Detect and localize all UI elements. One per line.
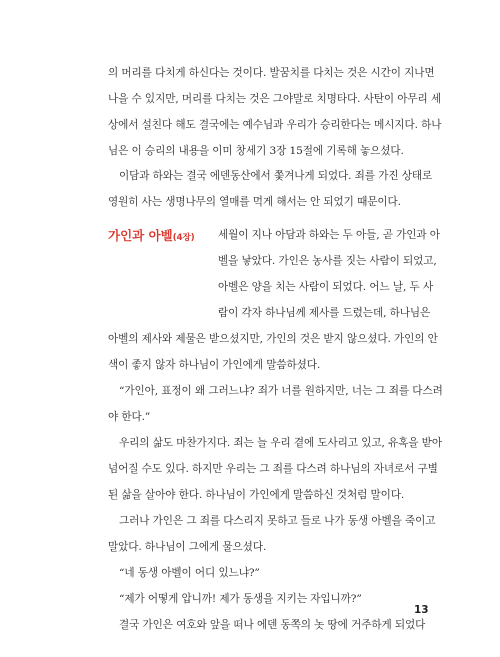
paragraph-2 (108, 163, 433, 215)
text-line: 야 한다.” (108, 411, 151, 423)
text-line: 결국 가인은 여호와 앞을 떠나 에덴 동쪽의 놋 땅에 거주하게 되었다 (119, 619, 426, 631)
text-line: 우리의 삶도 마찬가지다. 죄는 늘 우리 곁에 도사리고 있고, 유혹을 받아 (119, 437, 442, 449)
text-line: 넘어질 수도 있다. 하지만 우리는 그 죄를 다스려 하나님의 자녀로서 구별 (108, 463, 438, 475)
paragraph-3 (108, 326, 443, 638)
text-line: 말았다. 하나님이 그에게 물으셨다. (108, 541, 267, 553)
text-line: “네 동생 아벨이 어디 있느냐?” (119, 567, 260, 579)
text-line: 님은 이 승리의 내용을 이미 창세기 3장 15절에 기록해 놓으셨다. (108, 145, 404, 157)
text-line: 이담과 하와는 결국 에덴동산에서 쫓겨나게 되었다. 죄를 가진 상태로 (119, 170, 433, 182)
text-line: 아벨의 제사와 제물은 받으셨지만, 가인의 것은 받지 않으셨다. 가인의 안 (108, 333, 438, 345)
text-line: 벨을 낳았다. 가인은 농사를 짓는 사람이 되었고, (218, 255, 437, 267)
side-paragraph (218, 222, 440, 326)
text-line: 영원히 사는 생명나무의 열매를 먹게 해서는 안 되었기 때문이다. (108, 196, 401, 208)
text-line: “제가 어떻게 압니까! 제가 동생을 지키는 자입니까?” (119, 593, 362, 605)
text-line: 의 머리를 다치게 하신다는 것이다. 발꿈치를 다치는 것은 시간이 지나면 (108, 67, 435, 79)
text-line: 나을 수 있지만, 머리를 다치는 것은 그야말로 치명타다. 사탄이 아무리 세 (108, 93, 442, 105)
text-line: 된 삶을 살아야 한다. 하나님이 가인에게 말씀하신 것처럼 말이다. (108, 489, 405, 501)
page-number: 13 (414, 604, 429, 616)
text-line: 아벨은 양을 치는 사람이 되었다. 어느 날, 두 사 (218, 281, 434, 293)
text-line: “가인아, 표정이 왜 그러느냐? 죄가 너를 원하지만, 너는 그 죄를 다스려 (119, 385, 443, 397)
text-line: 람이 각자 하나님께 제사를 드렸는데, 하나님은 (218, 307, 431, 319)
paragraph-1 (108, 60, 442, 164)
text-line: 세월이 지나 아담과 하와는 두 아들, 곧 가인과 아 (218, 229, 440, 241)
section-title: 가인과 아벨 (108, 228, 173, 243)
text-line: 색이 좋지 않자 하나님이 가인에게 말씀하셨다. (108, 359, 321, 371)
text-line: 그러나 가인은 그 죄를 다스리지 못하고 들로 나가 동생 아벨을 죽이고 (119, 515, 436, 527)
section-heading (108, 226, 195, 244)
text-line: 상에서 설친다 해도 결국에는 예수님과 우리가 승리한다는 메시지다. 하나 (108, 119, 442, 131)
section-chapter: (4장) (172, 233, 195, 243)
